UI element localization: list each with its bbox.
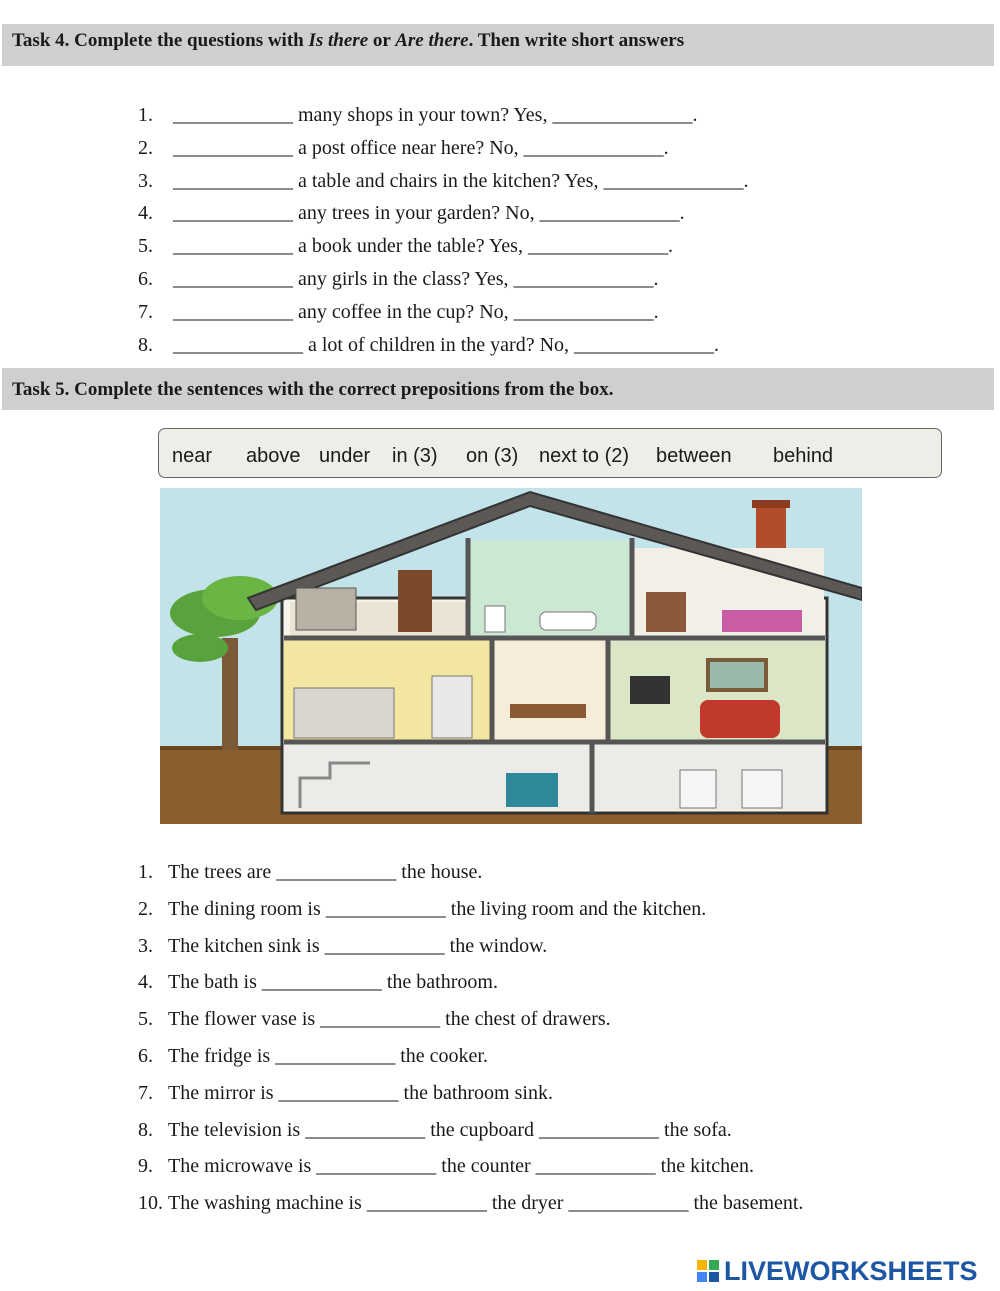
task4-question-item-number: 7. — [138, 300, 153, 323]
task5-sentence-item — [138, 1038, 803, 1075]
task5-sentence-item-number: 4. — [138, 971, 153, 994]
task4-question-item-text: _____________ a lot of children in the yard? No, ______________. — [173, 333, 720, 356]
task5-sentence-item-number: 7. — [138, 1081, 153, 1104]
task5-sentence-item-number: 5. — [138, 1008, 153, 1031]
task5-sentence-item-text: The kitchen sink is ____________ the window. — [168, 934, 548, 957]
task4-question-item-text: ____________ a post office near here? No, ______________. — [173, 136, 669, 159]
task4-header — [2, 24, 994, 66]
preposition-word-box — [158, 428, 942, 478]
task4-question-item-number: 6. — [138, 267, 153, 290]
task4-question-item-text: ____________ many shops in your town? Yes, ______________. — [173, 104, 698, 126]
task4-question-item-text: ____________ any trees in your garden? No, ______________. — [173, 202, 685, 225]
task4-are-there: Are there — [395, 30, 469, 51]
task5-sentence-item-number: 3. — [138, 934, 153, 957]
task4-is-there: Is there — [308, 30, 369, 51]
liveworksheets-logo — [697, 1254, 978, 1288]
task4-question-item-text: ____________ any coffee in the cup? No, ______________. — [173, 300, 659, 323]
task4-question-item — [138, 329, 748, 362]
task5-sentence-item-number: 6. — [138, 1044, 153, 1067]
task4-or: or — [368, 30, 396, 51]
task5-sentence-item-text: The television is ____________ the cupboard ____________ the sofa. — [168, 1118, 732, 1141]
task5-sentence-item — [138, 1001, 803, 1038]
task5-sentence-item-number: 8. — [138, 1118, 153, 1141]
task5-sentence-item-text: The microwave is ____________ the counter ____________ the kitchen. — [168, 1155, 754, 1178]
task5-sentence-item — [138, 1185, 803, 1222]
task5-sentence-item-text: The flower vase is ____________ the chest of drawers. — [168, 1008, 611, 1031]
task4-question-item — [138, 99, 748, 132]
word-above: above — [246, 445, 301, 467]
task4-question-list — [138, 99, 748, 361]
task4-question-item — [138, 197, 748, 230]
word-on: on (3) — [466, 445, 519, 467]
task4-question-item — [138, 230, 748, 263]
task5-sentence-item — [138, 964, 803, 1001]
task5-sentence-list — [138, 854, 803, 1222]
task5-title: Task 5. Complete the sentences with the correct prepositions from the box. — [12, 379, 614, 400]
task4-question-item-number: 5. — [138, 235, 153, 258]
task5-sentence-item — [138, 928, 803, 965]
task5-sentence-item-number: 10. — [138, 1192, 163, 1215]
task5-sentence-item-text: The mirror is ____________ the bathroom sink. — [168, 1081, 553, 1104]
task5-sentence-item — [138, 1075, 803, 1112]
task5-sentence-item-number: 2. — [138, 897, 153, 920]
task4-question-item-number: 8. — [138, 333, 153, 356]
task5-sentence-item — [138, 891, 803, 928]
task4-question-item-text: ____________ a table and chairs in the kitchen? Yes, ______________. — [173, 169, 749, 192]
task5-sentence-item-text: The washing machine is ____________ the dryer ____________ the basement. — [168, 1192, 804, 1215]
logo-icon — [697, 1260, 719, 1282]
task4-title-end: . Then write short answers — [468, 30, 685, 51]
task4-question-item-number: 4. — [138, 202, 153, 225]
word-under: under — [319, 445, 371, 467]
task4-question-item — [138, 132, 748, 165]
word-near: near — [172, 445, 213, 467]
task5-header — [2, 368, 994, 410]
task4-question-item-number: 1. — [138, 104, 153, 126]
task5-sentence-item-number: 1. — [138, 861, 153, 883]
task4-question-item — [138, 165, 748, 198]
task4-question-item-number: 2. — [138, 136, 153, 159]
task5-sentence-item-text: The trees are ____________ the house. — [168, 861, 483, 883]
task5-sentence-item — [138, 1148, 803, 1185]
task4-question-item-text: ____________ a book under the table? Yes, ______________. — [173, 235, 673, 258]
logo-text: LIVEWORKSHEETS — [724, 1255, 978, 1286]
task4-question-item-number: 3. — [138, 169, 153, 192]
task4-title-start: Task 4. Complete the questions with — [12, 30, 309, 51]
word-behind: behind — [773, 445, 834, 467]
task4-question-item — [138, 263, 748, 296]
task5-sentence-item-text: The dining room is ____________ the living room and the kitchen. — [168, 897, 707, 920]
task4-question-item-text: ____________ any girls in the class? Yes, ______________. — [173, 267, 659, 290]
word-in: in (3) — [392, 445, 438, 467]
task5-sentence-item — [138, 1112, 803, 1149]
task4-question-item — [138, 296, 748, 329]
task5-sentence-item-text: The bath is ____________ the bathroom. — [168, 971, 498, 994]
house-cross-section-illustration — [160, 488, 862, 824]
task5-sentence-item-text: The fridge is ____________ the cooker. — [168, 1044, 488, 1067]
task5-sentence-item-number: 9. — [138, 1155, 153, 1178]
task5-sentence-item — [138, 854, 803, 891]
word-between: between — [656, 445, 732, 467]
word-next-to: next to (2) — [539, 445, 630, 467]
